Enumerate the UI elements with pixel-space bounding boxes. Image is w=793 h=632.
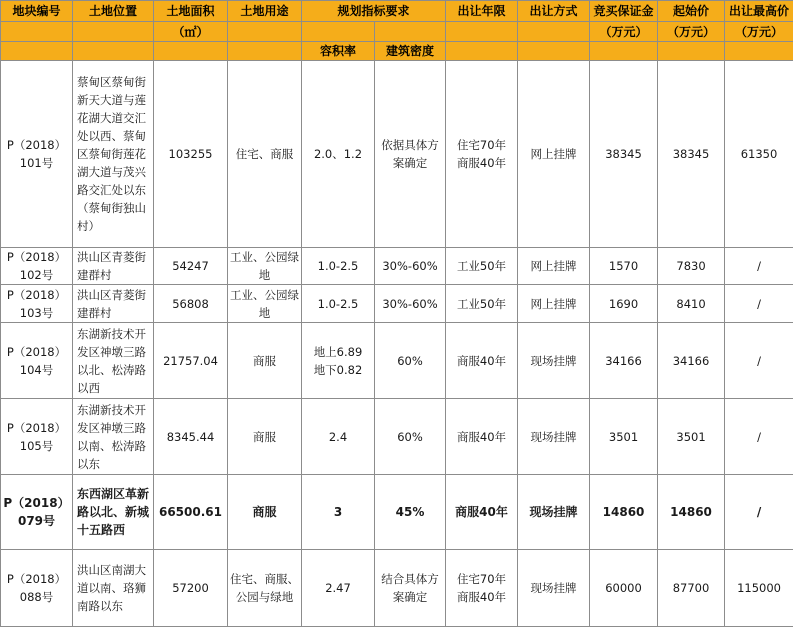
header-r3-blank-8 <box>658 42 725 61</box>
far-cell: 2.0、1.2 <box>302 61 375 248</box>
area-cell: 54247 <box>154 248 228 285</box>
plot-no-cell <box>1 475 73 550</box>
header-term: 出让年限 <box>446 1 518 22</box>
density-cell: 结合具体方案确定 <box>375 550 446 627</box>
use-cell: 商服 <box>228 475 302 550</box>
table-row <box>1 61 793 248</box>
method-cell: 现场挂牌 <box>518 323 590 399</box>
method-cell: 网上挂牌 <box>518 61 590 248</box>
plot-no-a: P（2018） <box>6 420 67 435</box>
term-cell: 商服40年 <box>446 399 518 475</box>
deposit-cell: 60000 <box>590 550 658 627</box>
area-cell: 56808 <box>154 285 228 323</box>
density-cell: 依据具体方案确定 <box>375 61 446 248</box>
header-blank-a <box>302 22 375 42</box>
plot-no-b: 079号 <box>17 514 56 528</box>
header-area: 土地面积 <box>154 1 228 22</box>
term-cell: 商服40年 <box>446 323 518 399</box>
use-cell: 商服 <box>228 323 302 399</box>
table-row <box>1 475 793 550</box>
plot-no-a: P（2018） <box>6 344 67 359</box>
plot-no-a: P（2018） <box>6 138 67 152</box>
plot-no-b: 101号 <box>19 156 54 170</box>
plot-no-cell <box>1 61 73 248</box>
header-location: 土地位置 <box>73 1 154 22</box>
header-term-blank <box>446 22 518 42</box>
plot-no-b: 104号 <box>19 362 54 377</box>
header-location-blank <box>73 22 154 42</box>
header-plot-no: 地块编号 <box>1 1 73 22</box>
header-row-1 <box>1 1 793 22</box>
header-far: 容积率 <box>302 42 375 61</box>
term-cell: 工业50年 <box>446 248 518 285</box>
plot-no-cell <box>1 285 73 323</box>
plot-no-b: 105号 <box>19 438 54 453</box>
area-cell: 21757.04 <box>154 323 228 399</box>
header-blank-b <box>375 22 446 42</box>
start-price-cell: 7830 <box>658 248 725 285</box>
far-cell: 2.4 <box>302 399 375 475</box>
location-cell: 洪山区南湖大道以南、珞狮南路以东 <box>73 550 154 627</box>
density-cell: 30%-60% <box>375 285 446 323</box>
header-row-2 <box>1 22 793 42</box>
location-cell: 蔡甸区蔡甸街新天大道与莲花湖大道交汇处以西、蔡甸区蔡甸街莲花湖大道与茂兴路交汇处以东（蔡甸街独山村） <box>73 61 154 248</box>
header-deposit: 竞买保证金 <box>590 1 658 22</box>
header-method-blank <box>518 22 590 42</box>
header-use: 土地用途 <box>228 1 302 22</box>
plot-no-cell <box>1 550 73 627</box>
term-cell <box>446 550 518 627</box>
location-cell: 东西湖区革新路以北、新城十五路西 <box>73 475 154 550</box>
density-cell: 60% <box>375 399 446 475</box>
plot-no-cell <box>1 399 73 475</box>
max-price-cell: 115000 <box>725 550 793 627</box>
location-cell: 洪山区青菱街建群村 <box>73 285 154 323</box>
start-price-cell: 87700 <box>658 550 725 627</box>
area-cell: 66500.61 <box>154 475 228 550</box>
plot-no-cell <box>1 248 73 285</box>
location-cell: 东湖新技术开发区神墩三路以南、松涛路以东 <box>73 399 154 475</box>
term-b: 商服40年 <box>456 156 507 170</box>
method-cell: 网上挂牌 <box>518 248 590 285</box>
plot-no-b: 088号 <box>19 590 54 604</box>
header-planning: 规划指标要求 <box>302 1 446 22</box>
start-price-cell: 8410 <box>658 285 725 323</box>
far-cell: 2.47 <box>302 550 375 627</box>
start-price-cell: 14860 <box>658 475 725 550</box>
header-row-3 <box>1 42 793 61</box>
start-price-cell: 3501 <box>658 399 725 475</box>
area-cell: 57200 <box>154 550 228 627</box>
density-cell: 45% <box>375 475 446 550</box>
term-cell: 工业50年 <box>446 285 518 323</box>
term-a: 住宅70年 <box>456 138 507 152</box>
table-row <box>1 323 793 399</box>
header-plot-no-blank <box>1 22 73 42</box>
table-row <box>1 550 793 627</box>
use-cell: 住宅、商服 <box>228 61 302 248</box>
use-cell: 商服 <box>228 399 302 475</box>
deposit-cell: 34166 <box>590 323 658 399</box>
max-price-cell: / <box>725 323 793 399</box>
start-price-cell: 34166 <box>658 323 725 399</box>
table-row <box>1 399 793 475</box>
method-cell: 现场挂牌 <box>518 550 590 627</box>
header-r3-blank-3 <box>154 42 228 61</box>
density-cell: 30%-60% <box>375 248 446 285</box>
table-row <box>1 285 793 323</box>
max-price-cell: / <box>725 399 793 475</box>
plot-no-cell <box>1 323 73 399</box>
plot-no-b: 102号 <box>19 268 54 282</box>
start-price-cell: 38345 <box>658 61 725 248</box>
plot-no-a: P（2018） <box>3 496 70 510</box>
header-r3-blank-1 <box>1 42 73 61</box>
header-density: 建筑密度 <box>375 42 446 61</box>
location-cell: 东湖新技术开发区神墩三路以北、松涛路以西 <box>73 323 154 399</box>
header-deposit-unit: （万元） <box>590 22 658 42</box>
header-use-blank <box>228 22 302 42</box>
far-cell: 1.0-2.5 <box>302 248 375 285</box>
term-cell: 商服40年 <box>446 475 518 550</box>
area-cell: 8345.44 <box>154 399 228 475</box>
header-method: 出让方式 <box>518 1 590 22</box>
header-r3-blank-4 <box>228 42 302 61</box>
plot-no-b: 103号 <box>19 305 54 320</box>
deposit-cell: 1570 <box>590 248 658 285</box>
use-cell: 工业、公园绿地 <box>228 248 302 285</box>
area-cell: 103255 <box>154 61 228 248</box>
header-r3-blank-5 <box>446 42 518 61</box>
max-price-cell: / <box>725 248 793 285</box>
table-row <box>1 248 793 285</box>
term-cell <box>446 61 518 248</box>
header-r3-blank-6 <box>518 42 590 61</box>
far-below: 地下0.82 <box>313 362 363 377</box>
header-max-price-unit: （万元） <box>725 22 793 42</box>
header-start-price: 起始价 <box>658 1 725 22</box>
use-cell: 工业、公园绿地 <box>228 285 302 323</box>
header-r3-blank-2 <box>73 42 154 61</box>
far-cell <box>302 323 375 399</box>
use-cell: 住宅、商服、公园与绿地 <box>228 550 302 627</box>
max-price-cell: / <box>725 475 793 550</box>
deposit-cell: 14860 <box>590 475 658 550</box>
deposit-cell: 3501 <box>590 399 658 475</box>
plot-no-a: P（2018） <box>6 250 67 264</box>
term-b: 商服40年 <box>456 590 507 604</box>
method-cell: 网上挂牌 <box>518 285 590 323</box>
far-cell: 3 <box>302 475 375 550</box>
header-start-price-unit: （万元） <box>658 22 725 42</box>
method-cell: 现场挂牌 <box>518 475 590 550</box>
method-cell: 现场挂牌 <box>518 399 590 475</box>
header-r3-blank-7 <box>590 42 658 61</box>
max-price-cell: 61350 <box>725 61 793 248</box>
deposit-cell: 1690 <box>590 285 658 323</box>
far-above: 地上6.89 <box>313 344 363 359</box>
deposit-cell: 38345 <box>590 61 658 248</box>
max-price-cell: / <box>725 285 793 323</box>
density-cell: 60% <box>375 323 446 399</box>
header-max-price: 出让最高价 <box>725 1 793 22</box>
header-r3-blank-9 <box>725 42 793 61</box>
plot-no-a: P（2018） <box>6 287 67 302</box>
plot-no-a: P（2018） <box>6 572 67 586</box>
location-cell: 洪山区青菱街建群村 <box>73 248 154 285</box>
header-area-unit: （㎡） <box>154 22 228 42</box>
far-cell: 1.0-2.5 <box>302 285 375 323</box>
term-a: 住宅70年 <box>456 572 507 586</box>
